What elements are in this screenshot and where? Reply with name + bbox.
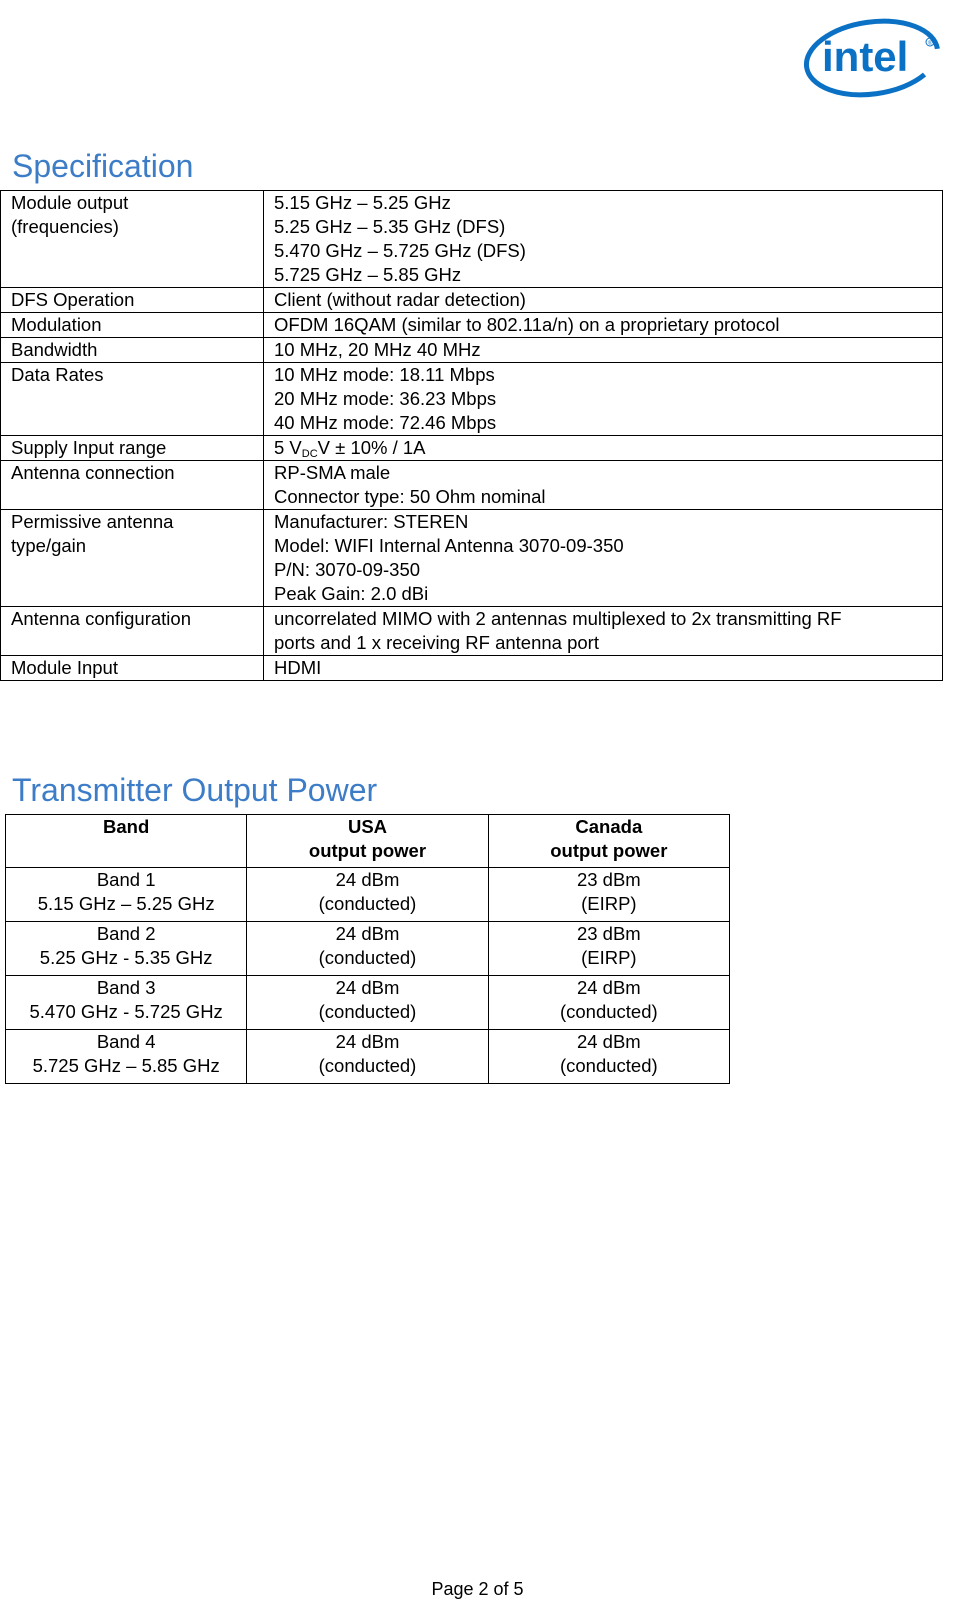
- spec-heading: Specification: [12, 148, 194, 184]
- cell-canada: 23 dBm (EIRP): [488, 868, 729, 922]
- row-value: RP-SMA male Connector type: 50 Ohm nominal: [264, 461, 943, 510]
- page-number: Page 2 of 5: [431, 1579, 524, 1599]
- intel-logo: [800, 14, 950, 104]
- table-row: [6, 1030, 730, 1084]
- row-value: 5.15 GHz – 5.25 GHz 5.25 GHz – 5.35 GHz (DFS) 5.470 GHz – 5.725 GHz (DFS) 5.725 GHz – 5.85 GHz: [264, 191, 943, 288]
- header-band: Band: [6, 815, 247, 868]
- cell-usa: 24 dBm (conducted): [247, 868, 488, 922]
- cell-canada: 24 dBm (conducted): [488, 1030, 729, 1084]
- table-row: [1, 363, 943, 436]
- row-value: 5 $V_{DC}V \pm 10\% / 1A$: [264, 436, 943, 461]
- row-label: Module output (frequencies): [1, 191, 264, 288]
- row-value: 10 MHz, 20 MHz 40 MHz: [264, 338, 943, 363]
- row-label: DFS Operation: [1, 288, 264, 313]
- row-label: Permissive antenna type/gain: [1, 510, 264, 607]
- tx-power-table: [5, 814, 730, 1084]
- row-value: HDMI: [264, 656, 943, 681]
- table-row: [6, 868, 730, 922]
- row-label: Antenna connection: [1, 461, 264, 510]
- row-value: 10 MHz mode: 18.11 Mbps 20 MHz mode: 36.23 Mbps 40 MHz mode: 72.46 Mbps: [264, 363, 943, 436]
- cell-canada: 23 dBm (EIRP): [488, 922, 729, 976]
- cell-usa: 24 dBm (conducted): [247, 922, 488, 976]
- cell-canada: 24 dBm (conducted): [488, 976, 729, 1030]
- table-row: [1, 436, 943, 461]
- row-value: Client (without radar detection): [264, 288, 943, 313]
- row-value: Manufacturer: STEREN Model: WIFI Internal Antenna 3070-09-350 P/N: 3070-09-350 Peak Gain: 2.0 dBi: [264, 510, 943, 607]
- table-row: [1, 338, 943, 363]
- row-label: Module Input: [1, 656, 264, 681]
- cell-band: Band 2 5.25 GHz - 5.35 GHz: [6, 922, 247, 976]
- tx-heading: Transmitter Output Power: [12, 772, 378, 808]
- table-row: [1, 313, 943, 338]
- header-usa: USA output power: [247, 815, 488, 868]
- table-row: [1, 510, 943, 607]
- table-row: [1, 191, 943, 288]
- row-label: Antenna configuration: [1, 607, 264, 656]
- row-label: Data Rates: [1, 363, 264, 436]
- spec-table: [0, 190, 943, 681]
- table-row: [6, 976, 730, 1030]
- header-canada: Canada output power: [488, 815, 729, 868]
- cell-band: Band 1 5.15 GHz – 5.25 GHz: [6, 868, 247, 922]
- row-label: Supply Input range: [1, 436, 264, 461]
- table-row: [1, 656, 943, 681]
- table-row: [6, 922, 730, 976]
- table-header-row: [6, 815, 730, 868]
- row-label: Bandwidth: [1, 338, 264, 363]
- logo-wordmark: intel: [822, 33, 909, 80]
- cell-usa: 24 dBm (conducted): [247, 1030, 488, 1084]
- cell-band: Band 3 5.470 GHz - 5.725 GHz: [6, 976, 247, 1030]
- table-row: [1, 607, 943, 656]
- svg-text:®: ®: [928, 41, 933, 47]
- table-row: [1, 461, 943, 510]
- table-row: [1, 288, 943, 313]
- cell-band: Band 4 5.725 GHz – 5.85 GHz: [6, 1030, 247, 1084]
- row-value: uncorrelated MIMO with 2 antennas multiplexed to 2x transmitting RF ports and 1 x receiving RF antenna port: [264, 607, 943, 656]
- cell-usa: 24 dBm (conducted): [247, 976, 488, 1030]
- row-label: Modulation: [1, 313, 264, 338]
- row-value: OFDM 16QAM (similar to 802.11a/n) on a proprietary protocol: [264, 313, 943, 338]
